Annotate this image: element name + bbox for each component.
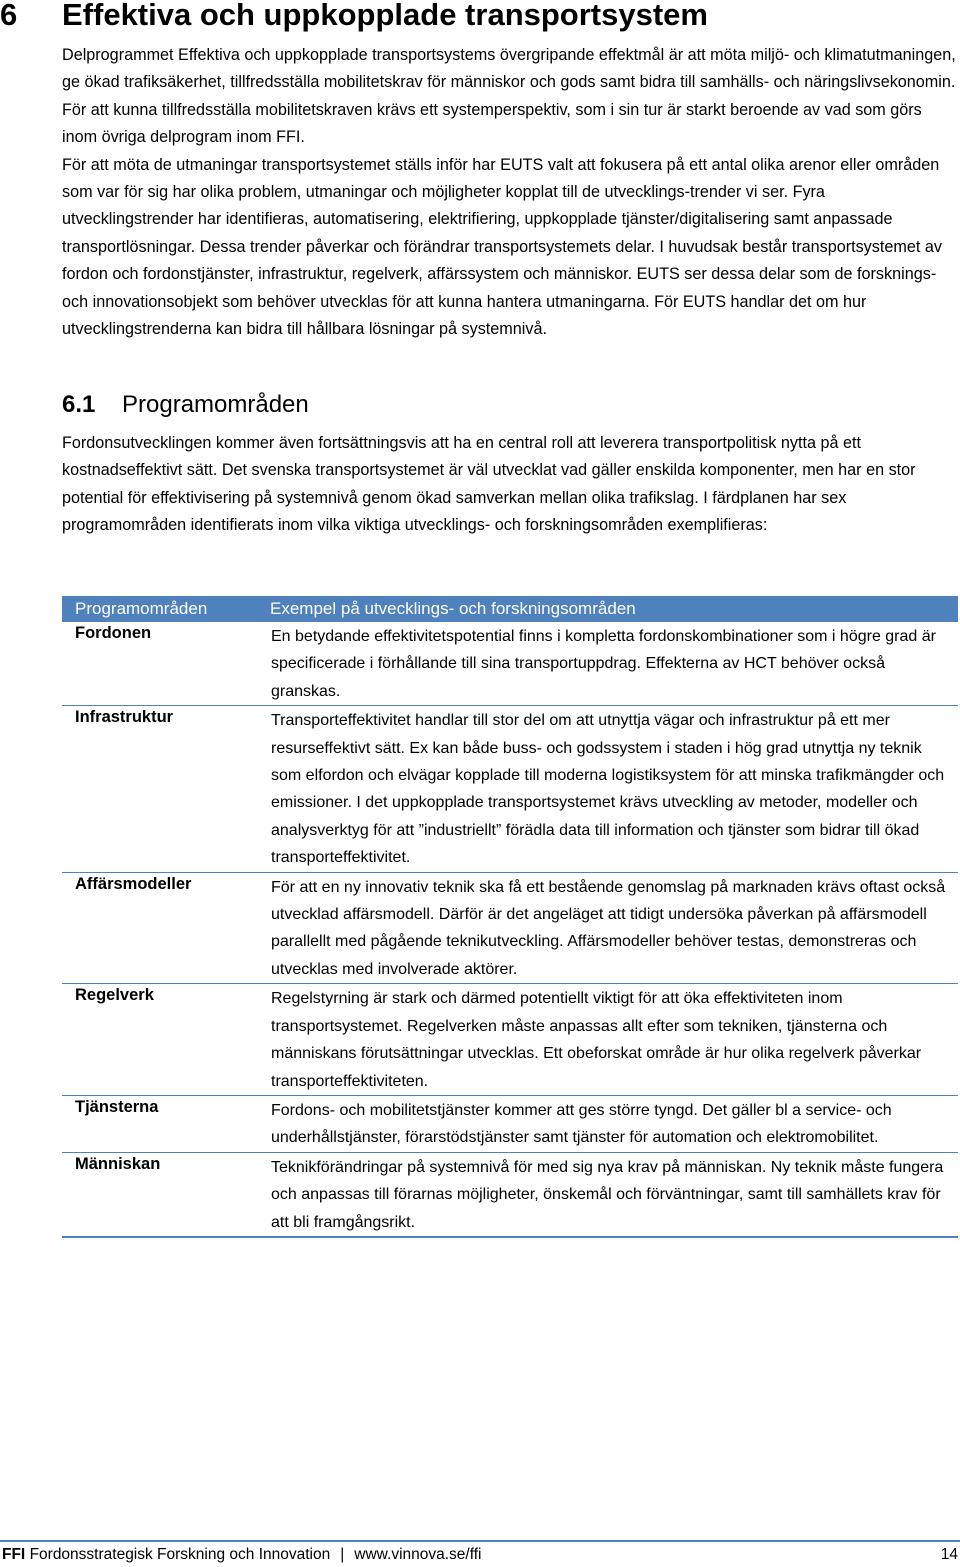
page-number: 14	[940, 1546, 958, 1563]
footer-brand: FFI	[2, 1546, 26, 1563]
footer-label: Fordonsstrategisk Forskning och Innovation	[29, 1546, 331, 1563]
section-number: 6.1	[62, 391, 96, 418]
area-name: Regelverk	[75, 986, 154, 1005]
area-name: Infrastruktur	[75, 708, 174, 727]
footer-link[interactable]: www.vinnova.se/ffi	[354, 1546, 482, 1563]
header-examples: Exempel på utvecklings- och forskningsområden	[270, 599, 636, 618]
footer	[2, 1546, 482, 1564]
area-name: Affärsmodeller	[75, 874, 192, 893]
table-row	[62, 984, 958, 1096]
program-areas-table	[62, 596, 958, 1238]
area-description: Transporteffektivitet handlar till stor del om att utnyttja vägar och infrastruktur på ett mer resurseffektivt sätt. Ex kan både buss- och godssystem i staden i hög grad utnyttja ny teknik som elfordon och elvägar kopplade till moderna logistiksystem för att minska trafikmängder och emissioner. I det uppkopplade transportsystemet krävs utveckling av metoder, modeller och analysverktyg för att ”industriellt” förädla data till information och tjänster som bidrar till ökad transporteffektivitet.	[271, 712, 945, 867]
table-row	[62, 1095, 958, 1152]
footer-separator: |	[340, 1546, 345, 1563]
table-row	[62, 706, 958, 872]
table-row	[62, 622, 958, 706]
section-title: Programområden	[122, 391, 309, 418]
section-heading	[62, 391, 309, 419]
table-header-row	[62, 596, 958, 622]
area-name: Fordonen	[75, 624, 152, 642]
area-name: Tjänsterna	[75, 1097, 159, 1116]
table-row	[62, 872, 958, 984]
area-description: Regelstyrning är stark och därmed potentiellt viktigt för att öka effektiviteten inom transportsystemet. Regelverken måste anpassas allt efter som tekniken, tjänsterna och människans förutsättningar utvecklas. Ett obeforskat område är hur olika regelverk påverkar transporteffektiviteten.	[271, 990, 922, 1090]
area-description: För att en ny innovativ teknik ska få ett bestående genomslag på marknaden krävs oftast också utvecklad affärsmodell. Därför är det angeläget att tidigt undersöka påverkan på affärsmodell parallellt med pågående teknikutveckling. Affärsmodeller behöver testas, demonstreras och utvecklas med involverade aktörer.	[271, 878, 946, 978]
intro-text	[62, 42, 960, 343]
intro-paragraph-1: Delprogrammet Effektiva och uppkopplade transportsystems övergripande effektmål är att möta miljö- och klimatutmaningen, ge ökad trafiksäkerhet, tillfredsställa mobilitetskrav för människor och gods samt bidra till samhälls- och näringslivsekonomin. För att kunna tillfredsställa mobilitetskraven krävs ett systemperspektiv, som i sin tur är starkt beroende av vad som görs inom övriga delprogram inom FFI.	[62, 46, 956, 147]
header-program-areas: Programområden	[75, 599, 208, 618]
table-row	[62, 1152, 958, 1237]
chapter-title: Effektiva och uppkopplade transportsystem	[62, 0, 708, 32]
area-description: En betydande effektivitetspotential finns i kompletta fordonskombinationer som i högre grad är specificerade i förhållande till sina transportuppdrag. Effekterna av HCT behöver också granskas.	[271, 628, 936, 700]
area-name: Människan	[75, 1154, 161, 1173]
area-description: Teknikförändringar på systemnivå för med sig nya krav på människan. Ny teknik måste fungera och anpassas till förarnas möjligheter, önskemål och förväntningar, samt till samhällets krav för att bli framgångsrikt.	[271, 1158, 944, 1231]
chapter-heading	[0, 0, 708, 33]
area-description: Fordons- och mobilitetstjänster kommer att ges större tyngd. Det gäller bl a service- och underhållstjänster, förarstödstjänster samt tjänster för automation och elektromobilitet.	[271, 1101, 892, 1147]
chapter-number: 6	[0, 0, 18, 32]
intro-paragraph-2: För att möta de utmaningar transportsystemet ställs inför har EUTS valt att fokusera på ett antal olika arenor eller områden som var för sig har olika problem, utmaningar och möjligheter kopplat till de utvecklings-trender vi ser. Fyra utvecklingstrender har identifieras, automatisering, elektrifiering, uppkopplade tjänster/digitalisering samt anpassade transportlösningar. Dessa trender påverkar och förändrar transportsystemets delar. I huvudsak består transportsystemet av fordon och fordonstjänster, infrastruktur, regelverk, affärssystem och människor. EUTS ser dessa delar som de forsknings- och innovationsobjekt som behöver utvecklas för att kunna hantera utmaningarna. För EUTS handlar det om hur utvecklingstrenderna kan bidra till hållbara lösningar på systemnivå.	[62, 155, 942, 339]
footer-divider	[0, 1540, 960, 1542]
section-paragraph: Fordonsutvecklingen kommer även fortsättningsvis att ha en central roll att leverera transportpolitisk nytta på ett kostnadseffektivt sätt. Det svenska transportsystemet är väl utvecklat vad gäller enskilda komponenter, men har en stor potential för effektivisering på systemnivå genom ökad samverkan mellan olika trafikslag. I färdplanen har sex programområden identifierats inom vilka viktiga utvecklings- och forskningsområden exemplifieras:	[62, 434, 916, 535]
